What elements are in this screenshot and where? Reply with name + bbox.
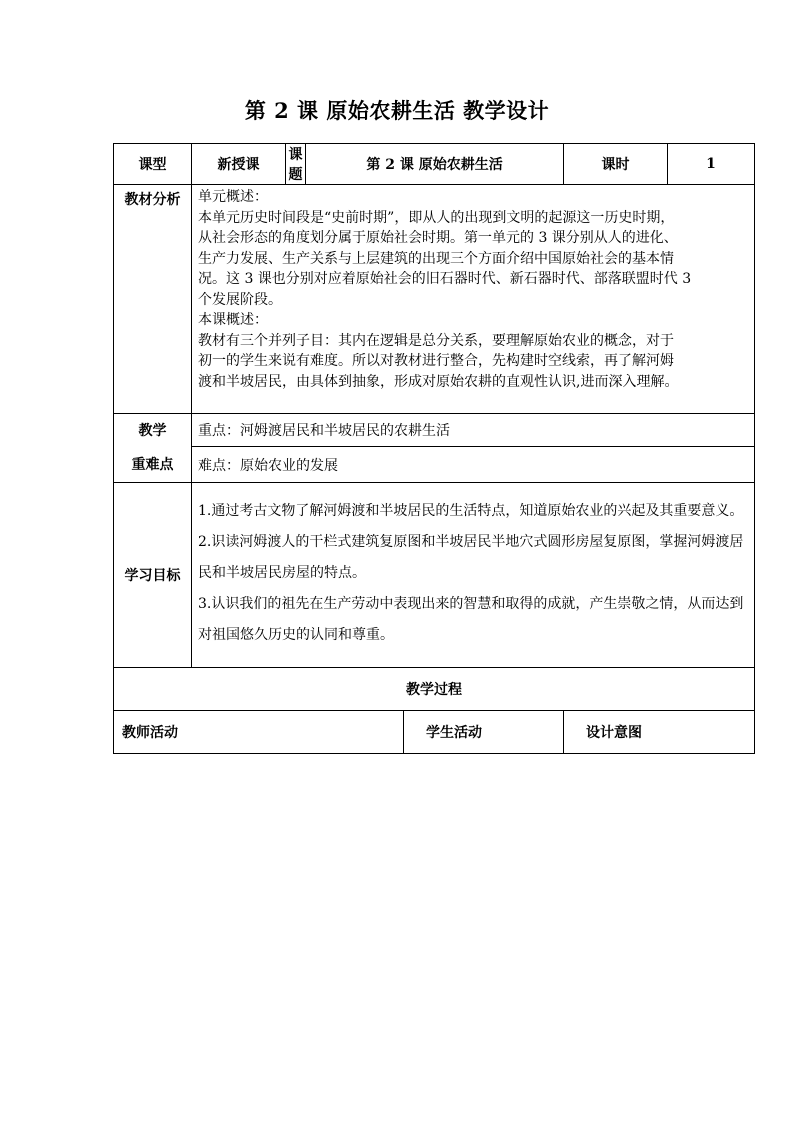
goal-item: 1.通过考古文物了解河姆渡和半坡居民的生活特点，知道原始农业的兴起及其重要意义。	[198, 502, 744, 519]
analysis-text	[192, 185, 755, 414]
analysis-line: 单元概述：	[198, 189, 268, 205]
analysis-line: 渡和半坡居民，由具体到抽象，形成对原始农耕的直观性认识,进而深入理解。	[198, 373, 679, 390]
process-title: 教学过程	[114, 668, 755, 711]
key-points-row-1	[114, 414, 755, 447]
teacher-activity-header: 教师活动	[114, 711, 404, 754]
design-intent-header: 设计意图	[564, 711, 755, 754]
lesson-plan-table	[113, 143, 755, 754]
goals-text	[192, 483, 755, 668]
goal-item: 2.识读河姆渡人的干栏式建筑复原图和半坡居民半地穴式圆形房屋复原图，掌握河姆渡居民和半坡居民房屋的特点。	[198, 533, 744, 581]
analysis-label: 教材分析	[114, 185, 192, 414]
key-points-label	[114, 414, 192, 483]
student-activity-header: 学生活动	[404, 711, 564, 754]
analysis-line: 况。这 3 课也分别对应着原始社会的旧石器时代、新石器时代、部落联盟时代 3	[198, 271, 692, 287]
hours-label: 课时	[564, 144, 668, 185]
difficulty-text: 难点：原始农业的发展	[192, 447, 755, 483]
analysis-line: 初一的学生来说有难度。所以对教材进行整合，先构建时空线索，再了解河姆	[198, 353, 674, 369]
analysis-line: 本课概述：	[198, 312, 268, 328]
goals-row	[114, 483, 755, 668]
activity-header-row	[114, 711, 755, 754]
key-points-label-line2: 重难点	[131, 457, 174, 473]
lesson-type-label: 课型	[114, 144, 192, 185]
process-title-row	[114, 668, 755, 711]
key-points-row-2	[114, 447, 755, 483]
analysis-line: 教材有三个并列子目：其内在逻辑是总分关系，要理解原始农业的概念，对于	[198, 332, 674, 349]
hours-value: 1	[668, 144, 755, 185]
goals-label: 学习目标	[114, 483, 192, 668]
analysis-line: 本单元历史时间段是“史前时期”，即从人的出现到文明的起源这一历史时期，	[198, 209, 675, 226]
analysis-line: 个发展阶段。	[198, 291, 282, 308]
key-points-label-line1: 教学	[138, 423, 167, 439]
topic-value: 第 2 课 原始农耕生活	[306, 144, 564, 185]
goal-item: 3.认识我们的祖先在生产劳动中表现出来的智慧和取得的成就，产生崇敬之情，从而达到对祖国悠久历史的认同和尊重。	[198, 595, 744, 643]
topic-label: 课题	[286, 144, 306, 185]
analysis-line: 生产力发展、生产关系与上层建筑的出现三个方面介绍中国原始社会的基本情	[198, 250, 674, 267]
lesson-type-value: 新授课	[192, 144, 286, 185]
header-row	[114, 144, 755, 185]
analysis-row	[114, 185, 755, 414]
focus-text: 重点：河姆渡居民和半坡居民的农耕生活	[192, 414, 755, 447]
analysis-line: 从社会形态的角度划分属于原始社会时期。第一单元的 3 课分别从人的进化、	[198, 230, 678, 246]
page-title: 第 2 课 原始农耕生活 教学设计	[244, 98, 550, 123]
